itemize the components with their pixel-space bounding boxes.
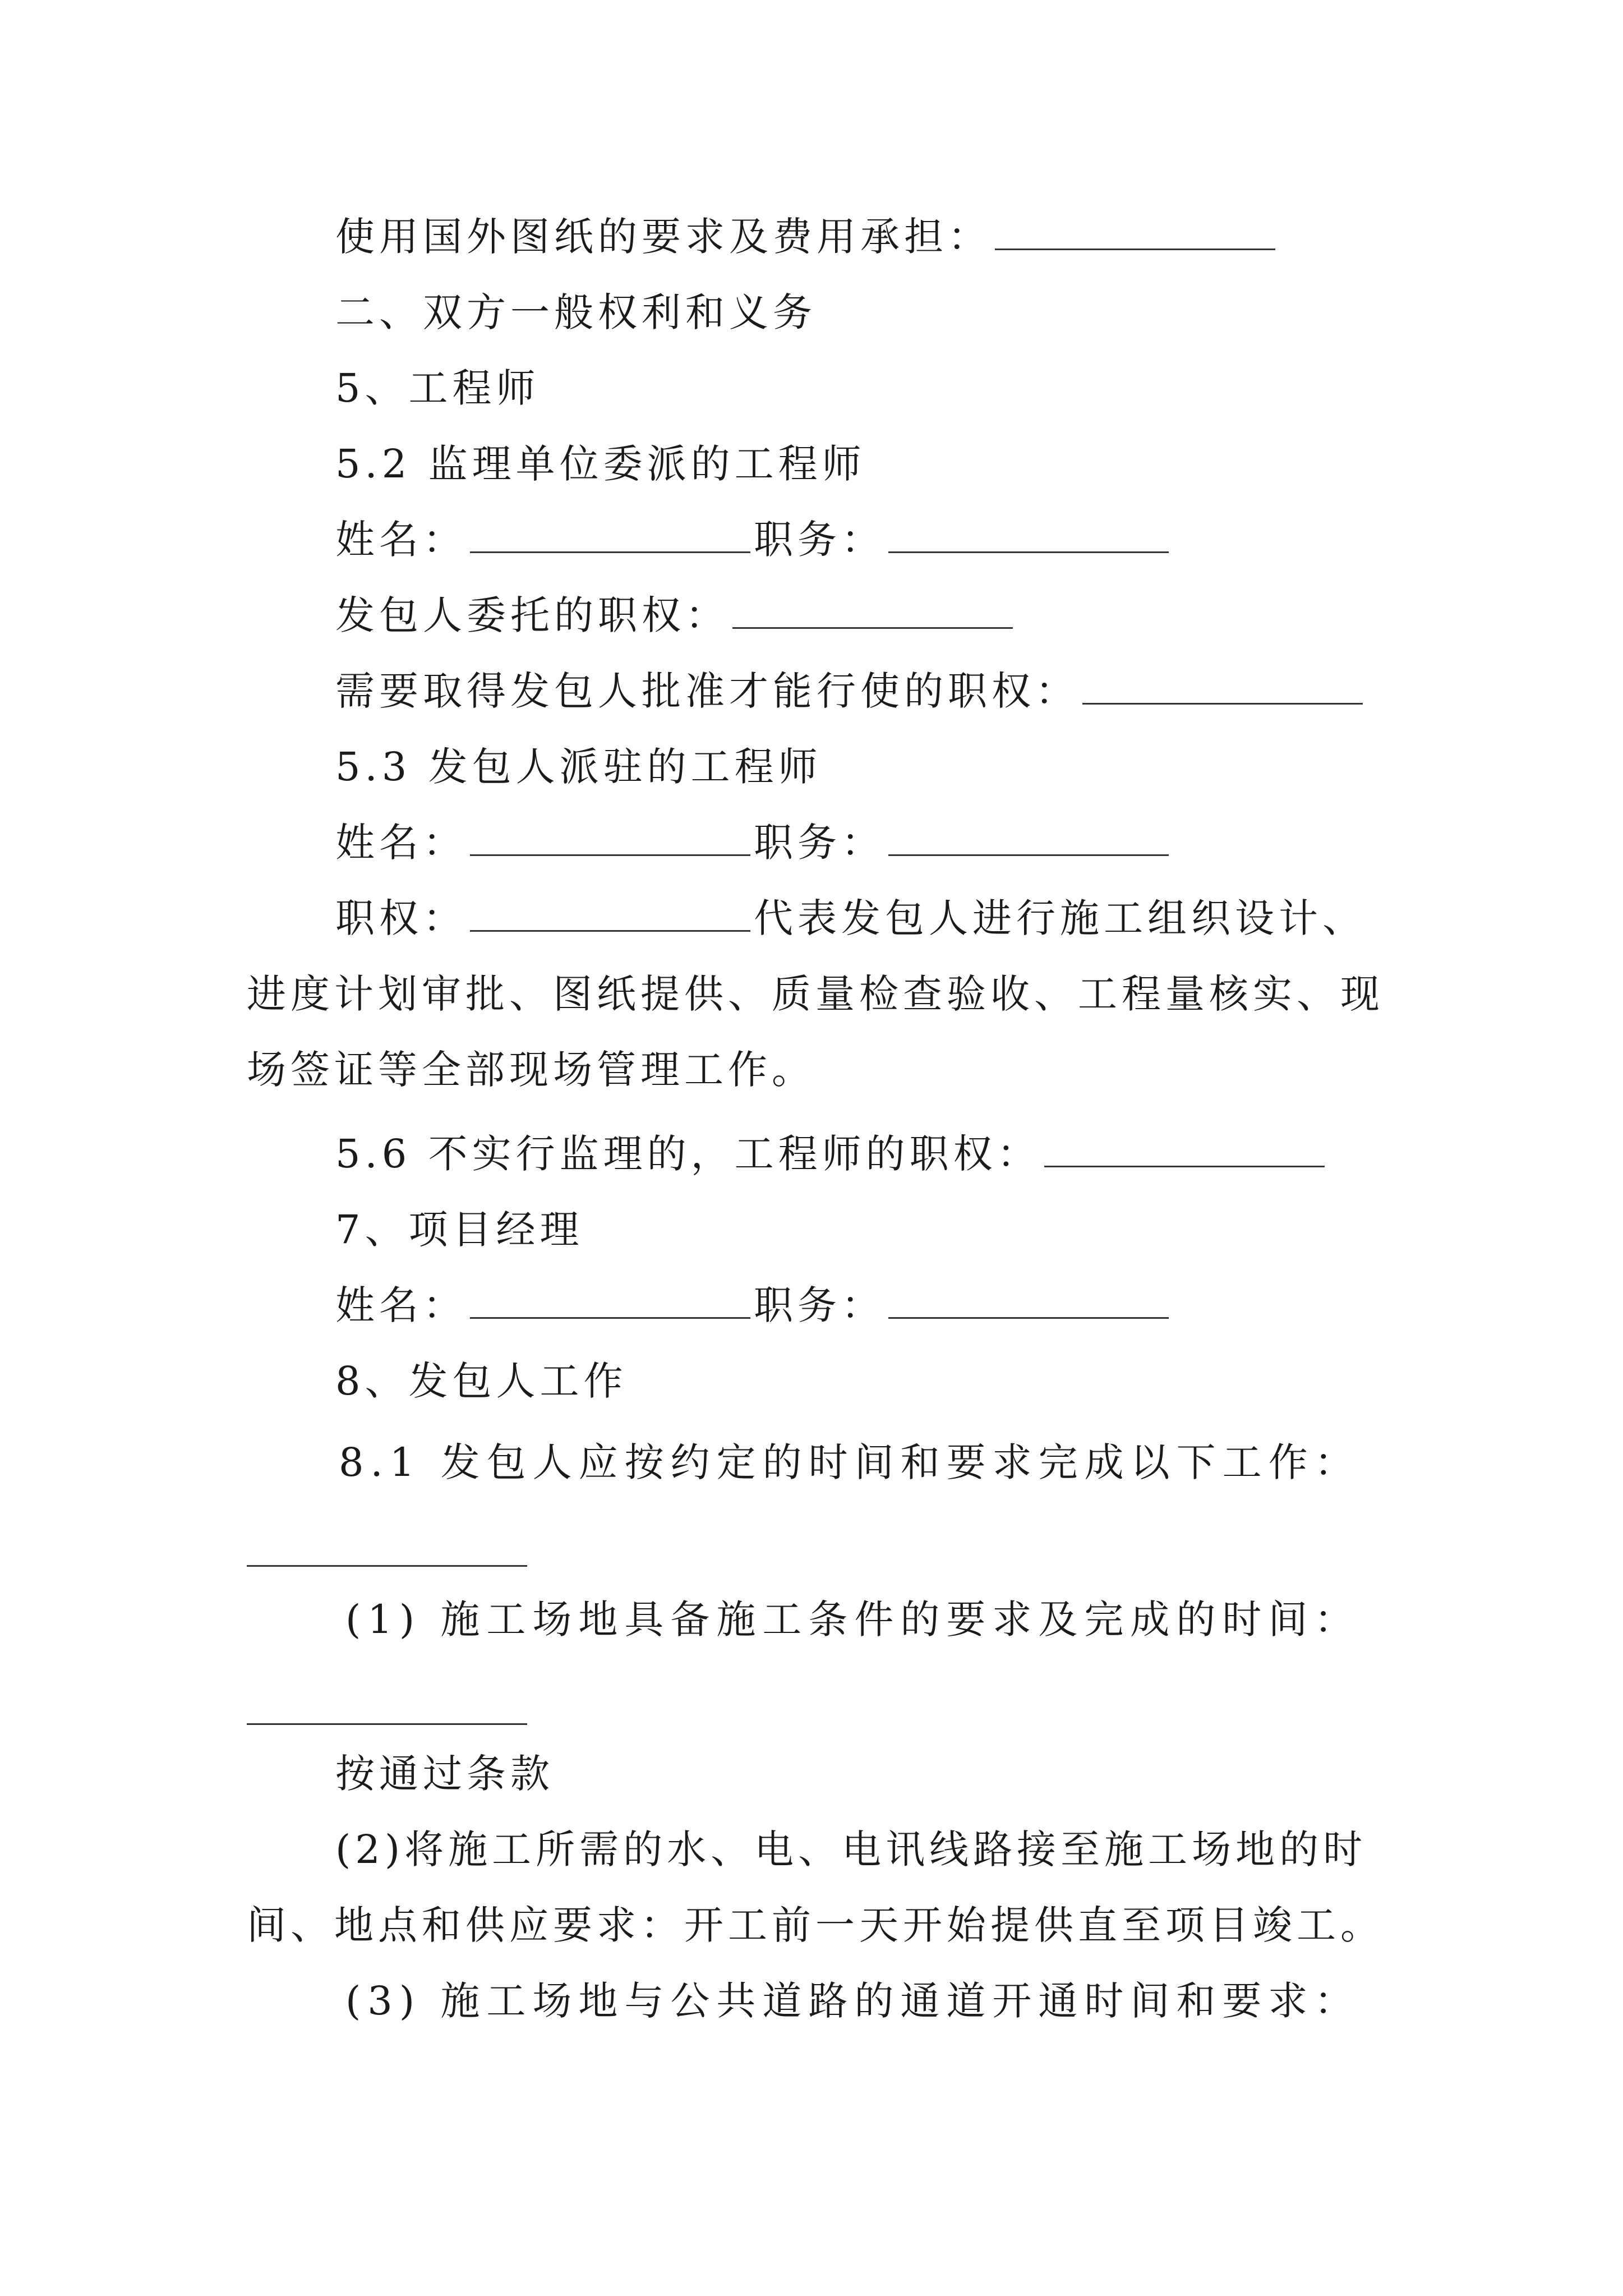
text: 发包人委托的职权： [335, 592, 729, 638]
line-duties [335, 890, 1366, 946]
fill-blank [888, 551, 1169, 553]
clause-5-3 [335, 739, 822, 795]
text: 二、双方一般权利和义务 [335, 289, 817, 335]
name-label: 姓名： [335, 1282, 467, 1328]
position-label: 职务： [754, 1282, 885, 1328]
text: 5.3 发包人派驻的工程师 [335, 744, 822, 790]
text: 间、地点和供应要求：开工前一天开始提供直至项目竣工。 [247, 1902, 1384, 1948]
text: (3) 施工场地与公共道路的通道开通时间和要求： [345, 1978, 1361, 2024]
line-approval-authority [335, 663, 1366, 719]
item-1 [345, 1591, 1360, 1648]
position-label: 职务： [754, 820, 885, 866]
fill-blank [1044, 1165, 1325, 1167]
name-label: 姓名： [335, 517, 467, 563]
clause-8-1 [339, 1434, 1361, 1490]
duties-label: 职权： [335, 895, 467, 941]
clause-8-heading [335, 1353, 628, 1409]
fill-blank [1082, 702, 1363, 705]
line-authority [335, 587, 1016, 643]
section-heading [335, 284, 817, 341]
text: 按通过条款 [335, 1751, 554, 1797]
text: 需要取得发包人批准才能行使的职权： [335, 668, 1079, 714]
name-position-row-3 [335, 1277, 1172, 1333]
fill-blank [470, 930, 750, 932]
text: 8.1 发包人应按约定的时间和要求完成以下工作： [339, 1439, 1361, 1485]
item-3 [345, 1973, 1360, 2029]
line-pass-clause [335, 1746, 554, 1802]
paragraph-continuation [247, 1897, 1384, 1953]
clause-5-6 [335, 1126, 1328, 1182]
fill-blank [732, 627, 1013, 629]
text: 场签证等全部现场管理工作。 [247, 1047, 815, 1093]
text: 使用国外图纸的要求及费用承担： [335, 214, 992, 260]
name-position-row-2 [335, 815, 1172, 871]
text: (2)将施工所需的水、电、电讯线路接至施工场地的时 [335, 1826, 1367, 1872]
fill-blank [470, 551, 750, 553]
text: 进度计划审批、图纸提供、质量检查验收、工程量核实、现 [247, 971, 1384, 1017]
fill-blank [995, 248, 1275, 250]
fill-blank [470, 854, 750, 856]
paragraph-continuation [247, 1042, 815, 1098]
text: 代表发包人进行施工组织设计、 [754, 895, 1366, 941]
text: 7、项目经理 [335, 1207, 584, 1253]
fill-blank [247, 1723, 527, 1725]
fill-blank [888, 854, 1169, 856]
text: (1) 施工场地具备施工条件的要求及完成的时间： [345, 1596, 1361, 1642]
line-foreign-drawings [335, 209, 1279, 265]
text: 5、工程师 [335, 365, 540, 411]
text: 5.2 监理单位委派的工程师 [335, 441, 866, 487]
item-2 [335, 1821, 1367, 1878]
clause-heading [335, 360, 540, 416]
clause-5-2 [335, 436, 866, 492]
fill-blank [470, 1317, 750, 1319]
fill-blank [888, 1317, 1169, 1319]
text: 5.6 不实行监理的，工程师的职权： [335, 1131, 1041, 1177]
text: 8、发包人工作 [335, 1358, 628, 1404]
clause-7-heading [335, 1202, 584, 1258]
fill-blank [247, 1565, 527, 1567]
position-label: 职务： [754, 517, 885, 563]
paragraph-continuation [247, 966, 1384, 1022]
name-label: 姓名： [335, 820, 467, 866]
name-position-row-1 [335, 512, 1172, 568]
